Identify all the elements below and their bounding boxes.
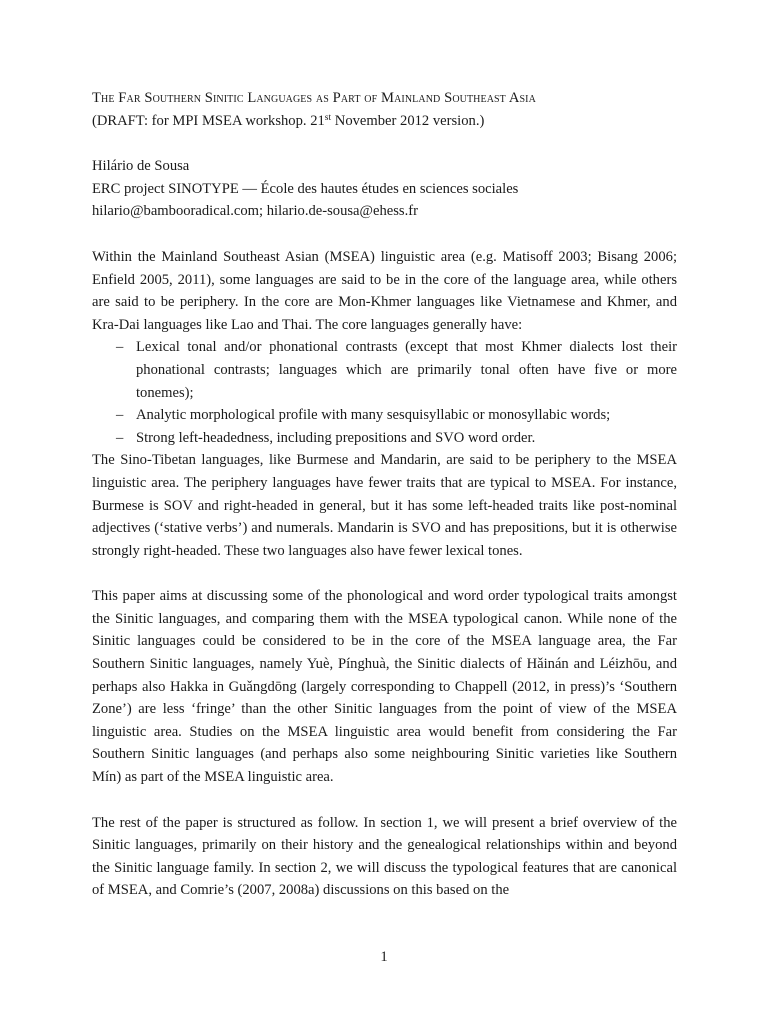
draft-note-suffix: November 2012 version.) (331, 112, 485, 129)
paragraph-msea-core: Within the Mainland Southeast Asian (MSEA) linguistic area (e.g. Matisoff 2003; Bisang 2006; Enfield 2005, 2011), some languages are said to be in the core of the language area, while others are said to be periphery. In the core are Mon-Khmer languages like Vietnamese and Khmer, and Kra-Dai languages like Lao and Thai. The core languages generally have: (92, 248, 677, 333)
paragraph-structure: The rest of the paper is structured as follow. In section 1, we will present a brief overview of the Sinitic languages, primarily on their history and the genealogical relationships within and beyond the Sinitic language family. In section 2, we will discuss the typological features that are canonical of MSEA, and Comrie’s (2007, 2008a) discussions on this based on the (92, 814, 677, 899)
author-name: Hilário de Sousa (92, 158, 190, 175)
list-item (92, 404, 677, 427)
author-block (92, 155, 677, 223)
draft-note-ordinal: st (324, 112, 332, 123)
dash-bullet: – (116, 429, 124, 446)
paper-title: The Far Southern Sinitic Languages as Part of Mainland Southeast Asia (92, 90, 536, 106)
list-item (92, 336, 677, 404)
paragraph-aims: This paper aims at discussing some of the phonological and word order typological traits amongst the Sinitic languages, and comparing them with the MSEA typological canon. While none of the Sinitic languages could be considered to be in the core of the MSEA language area, the Far Southern Sinitic languages, namely Yuè, Pínghuà, the Sinitic dialects of Hǎinán and Léizhōu, and perhaps also Hakka in Guǎngdōng (largely corresponding to Chappell (2012, in press)’s ‘Southern Zone’) are less ‘fringe’ than the other Sinitic languages from the point of view of the MSEA linguistic area. Studies on the MSEA linguistic area would benefit from considering the Far Southern Sinitic languages (and perhaps also some neighbouring Sinitic varieties like Southern Mín) as part of the MSEA linguistic area. (92, 588, 677, 786)
core-traits-list (92, 336, 677, 449)
title-block (92, 87, 677, 132)
paragraph-periphery: The Sino-Tibetan languages, like Burmese and Mandarin, are said to be periphery to the MSEA linguistic area. The periphery languages have fewer traits that are typical to MSEA. For instance, Burmese is SOV and right-headed in general, but it has some left-headed traits like post-nominal adjectives (‘stative verbs’) and numerals. Mandarin is SVO and has prepositions, but it is otherwise strongly right-headed. These two languages also have fewer lexical tones. (92, 452, 677, 559)
dash-bullet: – (116, 407, 124, 424)
page-number: 1 (380, 949, 388, 965)
author-affiliation: ERC project SINOTYPE — École des hautes études en sciences sociales (92, 180, 519, 197)
author-emails: hilario@bambooradical.com; hilario.de-sousa@ehess.fr (92, 203, 418, 220)
list-item-text: Strong left-headedness, including prepositions and SVO word order. (136, 429, 536, 446)
list-item-text: Lexical tonal and/or phonational contrasts (except that most Khmer dialects lost their phonational contrasts; languages which are primarily tonal often have five or more tonemes); (136, 339, 677, 401)
section-structure (92, 812, 677, 902)
draft-note-prefix: (DRAFT: for MPI MSEA workshop. 21 (92, 112, 325, 129)
section-aims (92, 585, 677, 788)
page-content (92, 87, 677, 902)
dash-bullet: – (116, 339, 124, 356)
draft-note (92, 110, 677, 133)
section-intro (92, 246, 677, 562)
list-item-text: Analytic morphological profile with many sesquisyllabic or monosyllabic words; (136, 407, 611, 424)
list-item (92, 427, 677, 450)
